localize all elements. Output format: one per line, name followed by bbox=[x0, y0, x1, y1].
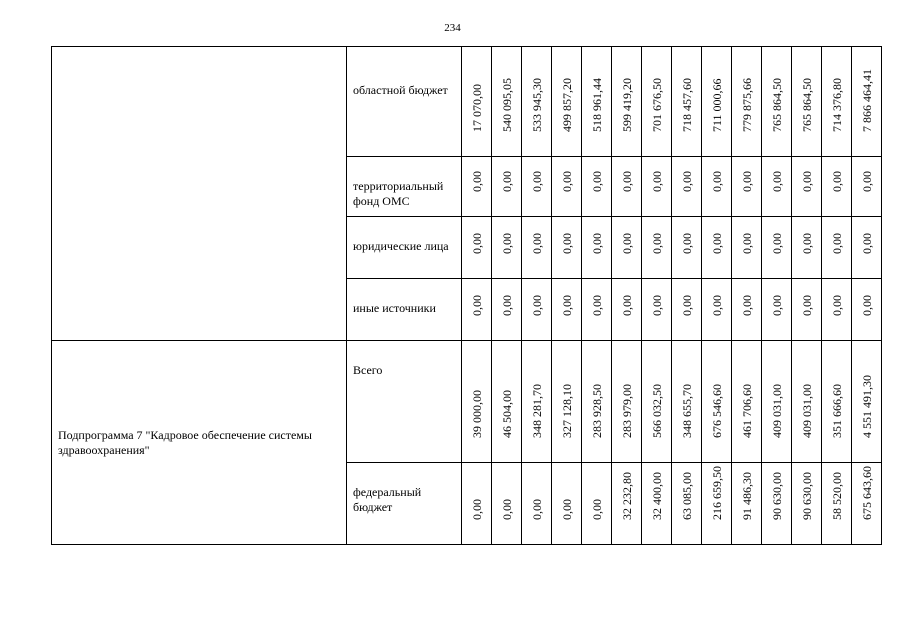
value-cell bbox=[462, 217, 492, 279]
value-text: 91 486,30 bbox=[739, 472, 754, 520]
value-text: 0,00 bbox=[589, 233, 604, 254]
value-text: 0,00 bbox=[679, 171, 694, 192]
funding-source-cell: федеральный бюджет bbox=[347, 463, 462, 545]
value-cell bbox=[822, 341, 852, 463]
value-text: 46 504,00 bbox=[499, 390, 514, 438]
value-cell bbox=[792, 279, 822, 341]
value-text: 461 706,60 bbox=[739, 384, 754, 438]
value-cell bbox=[762, 463, 792, 545]
value-text: 540 095,05 bbox=[499, 78, 514, 132]
value-cell bbox=[642, 217, 672, 279]
value-text: 518 961,44 bbox=[589, 78, 604, 132]
value-text: 0,00 bbox=[559, 499, 574, 520]
program-cell bbox=[52, 47, 347, 341]
value-text: 0,00 bbox=[469, 499, 484, 520]
value-text: 348 281,70 bbox=[529, 384, 544, 438]
value-cell bbox=[552, 47, 582, 157]
value-cell bbox=[672, 47, 702, 157]
value-cell bbox=[462, 341, 492, 463]
value-cell bbox=[732, 47, 762, 157]
value-text: 0,00 bbox=[859, 171, 874, 192]
value-text: 599 419,20 bbox=[619, 78, 634, 132]
value-text: 0,00 bbox=[709, 295, 724, 316]
value-cell bbox=[462, 47, 492, 157]
value-cell bbox=[642, 341, 672, 463]
value-cell bbox=[762, 47, 792, 157]
value-cell bbox=[612, 217, 642, 279]
value-text: 0,00 bbox=[859, 233, 874, 254]
value-text: 4 551 491,30 bbox=[859, 375, 874, 438]
value-text: 779 875,66 bbox=[739, 78, 754, 132]
value-cell bbox=[822, 463, 852, 545]
value-cell bbox=[762, 341, 792, 463]
value-cell bbox=[492, 217, 522, 279]
value-text: 351 666,60 bbox=[829, 384, 844, 438]
value-text: 39 000,00 bbox=[469, 390, 484, 438]
value-text: 676 546,60 bbox=[709, 384, 724, 438]
value-text: 32 400,00 bbox=[649, 472, 664, 520]
value-text: 0,00 bbox=[499, 499, 514, 520]
value-text: 0,00 bbox=[829, 233, 844, 254]
value-cell bbox=[582, 217, 612, 279]
value-cell bbox=[552, 279, 582, 341]
value-cell bbox=[672, 279, 702, 341]
value-text: 409 031,00 bbox=[799, 384, 814, 438]
value-text: 0,00 bbox=[679, 295, 694, 316]
value-text: 0,00 bbox=[559, 233, 574, 254]
value-text: 711 000,66 bbox=[709, 78, 724, 132]
value-text: 58 520,00 bbox=[829, 472, 844, 520]
value-cell bbox=[552, 217, 582, 279]
value-text: 0,00 bbox=[799, 171, 814, 192]
value-cell bbox=[612, 279, 642, 341]
value-text: 701 676,50 bbox=[649, 78, 664, 132]
value-cell bbox=[672, 217, 702, 279]
value-cell bbox=[822, 157, 852, 217]
value-cell bbox=[732, 463, 762, 545]
value-cell bbox=[732, 341, 762, 463]
value-cell bbox=[822, 217, 852, 279]
funding-source-cell: Всего bbox=[347, 341, 462, 463]
value-text: 90 630,00 bbox=[799, 472, 814, 520]
value-text: 0,00 bbox=[739, 233, 754, 254]
value-text: 0,00 bbox=[709, 233, 724, 254]
value-cell bbox=[702, 279, 732, 341]
value-cell bbox=[642, 47, 672, 157]
value-cell bbox=[702, 341, 732, 463]
value-text: 32 232,80 bbox=[619, 472, 634, 520]
value-cell bbox=[552, 341, 582, 463]
value-cell bbox=[522, 341, 552, 463]
value-text: 63 085,00 bbox=[679, 472, 694, 520]
value-text: 0,00 bbox=[679, 233, 694, 254]
funding-source-cell: областной бюджет bbox=[347, 47, 462, 157]
program-cell: Подпрограмма 7 "Кадровое обеспечение системы здравоохранения" bbox=[52, 341, 347, 545]
value-cell bbox=[792, 463, 822, 545]
value-text: 0,00 bbox=[829, 171, 844, 192]
value-cell bbox=[852, 157, 882, 217]
value-cell bbox=[852, 279, 882, 341]
value-text: 0,00 bbox=[499, 171, 514, 192]
value-cell bbox=[522, 463, 552, 545]
value-text: 499 857,20 bbox=[559, 78, 574, 132]
value-text: 0,00 bbox=[469, 171, 484, 192]
value-text: 90 630,00 bbox=[769, 472, 784, 520]
value-cell bbox=[612, 47, 642, 157]
value-cell bbox=[732, 217, 762, 279]
value-text: 283 979,00 bbox=[619, 384, 634, 438]
budget-table bbox=[51, 46, 882, 545]
value-text: 0,00 bbox=[529, 499, 544, 520]
value-text: 0,00 bbox=[619, 233, 634, 254]
value-cell bbox=[492, 463, 522, 545]
value-cell bbox=[522, 279, 552, 341]
value-cell bbox=[642, 157, 672, 217]
value-cell bbox=[462, 279, 492, 341]
value-text: 675 643,60 bbox=[859, 466, 874, 520]
value-cell bbox=[552, 463, 582, 545]
value-cell bbox=[672, 157, 702, 217]
value-text: 765 864,50 bbox=[769, 78, 784, 132]
value-cell bbox=[792, 341, 822, 463]
value-cell bbox=[762, 217, 792, 279]
value-text: 0,00 bbox=[499, 233, 514, 254]
value-text: 533 945,30 bbox=[529, 78, 544, 132]
value-text: 0,00 bbox=[709, 171, 724, 192]
value-cell bbox=[852, 341, 882, 463]
value-text: 0,00 bbox=[559, 295, 574, 316]
value-cell bbox=[822, 47, 852, 157]
value-cell bbox=[492, 47, 522, 157]
value-text: 348 655,70 bbox=[679, 384, 694, 438]
value-cell bbox=[792, 217, 822, 279]
value-cell bbox=[672, 463, 702, 545]
value-text: 283 928,50 bbox=[589, 384, 604, 438]
value-text: 0,00 bbox=[589, 171, 604, 192]
value-text: 0,00 bbox=[739, 171, 754, 192]
value-cell bbox=[522, 217, 552, 279]
value-cell bbox=[582, 47, 612, 157]
value-text: 0,00 bbox=[799, 295, 814, 316]
value-text: 327 128,10 bbox=[559, 384, 574, 438]
value-text: 714 376,80 bbox=[829, 78, 844, 132]
value-cell bbox=[612, 157, 642, 217]
value-text: 0,00 bbox=[469, 233, 484, 254]
value-text: 0,00 bbox=[649, 295, 664, 316]
value-cell bbox=[492, 279, 522, 341]
value-cell bbox=[642, 463, 672, 545]
value-cell bbox=[762, 157, 792, 217]
value-text: 409 031,00 bbox=[769, 384, 784, 438]
page-number: 234 bbox=[444, 22, 461, 34]
value-cell bbox=[582, 157, 612, 217]
value-text: 17 070,00 bbox=[469, 84, 484, 132]
value-text: 0,00 bbox=[589, 295, 604, 316]
value-cell bbox=[582, 279, 612, 341]
value-cell bbox=[852, 47, 882, 157]
table-row bbox=[52, 47, 882, 157]
value-text: 0,00 bbox=[649, 171, 664, 192]
value-cell bbox=[792, 157, 822, 217]
funding-source-cell: юридические лица bbox=[347, 217, 462, 279]
value-cell bbox=[822, 279, 852, 341]
value-cell bbox=[702, 217, 732, 279]
value-text: 0,00 bbox=[559, 171, 574, 192]
funding-source-cell: иные источники bbox=[347, 279, 462, 341]
value-cell bbox=[852, 463, 882, 545]
value-cell bbox=[612, 463, 642, 545]
value-cell bbox=[762, 279, 792, 341]
value-text: 765 864,50 bbox=[799, 78, 814, 132]
value-text: 0,00 bbox=[859, 295, 874, 316]
value-cell bbox=[672, 341, 702, 463]
value-text: 0,00 bbox=[769, 233, 784, 254]
funding-source-cell: территориальный фонд ОМС bbox=[347, 157, 462, 217]
value-text: 0,00 bbox=[829, 295, 844, 316]
value-cell bbox=[702, 157, 732, 217]
value-text: 0,00 bbox=[619, 171, 634, 192]
value-cell bbox=[462, 157, 492, 217]
value-cell bbox=[702, 47, 732, 157]
value-text: 0,00 bbox=[649, 233, 664, 254]
value-cell bbox=[732, 157, 762, 217]
value-text: 7 866 464,41 bbox=[859, 69, 874, 132]
value-cell bbox=[582, 463, 612, 545]
value-text: 718 457,60 bbox=[679, 78, 694, 132]
value-text: 0,00 bbox=[619, 295, 634, 316]
value-cell bbox=[792, 47, 822, 157]
value-cell bbox=[582, 341, 612, 463]
value-text: 0,00 bbox=[529, 295, 544, 316]
value-cell bbox=[702, 463, 732, 545]
value-cell bbox=[612, 341, 642, 463]
value-text: 0,00 bbox=[589, 499, 604, 520]
value-text: 216 659,50 bbox=[709, 466, 724, 520]
value-cell bbox=[462, 463, 492, 545]
value-cell bbox=[492, 157, 522, 217]
value-cell bbox=[552, 157, 582, 217]
value-text: 0,00 bbox=[799, 233, 814, 254]
value-text: 0,00 bbox=[469, 295, 484, 316]
value-text: 0,00 bbox=[529, 233, 544, 254]
value-cell bbox=[732, 279, 762, 341]
value-cell bbox=[522, 47, 552, 157]
value-text: 0,00 bbox=[529, 171, 544, 192]
table-row bbox=[52, 341, 882, 463]
value-text: 0,00 bbox=[769, 295, 784, 316]
value-cell bbox=[852, 217, 882, 279]
value-text: 0,00 bbox=[739, 295, 754, 316]
value-cell bbox=[642, 279, 672, 341]
value-text: 0,00 bbox=[499, 295, 514, 316]
value-text: 566 032,50 bbox=[649, 384, 664, 438]
value-cell bbox=[492, 341, 522, 463]
value-cell bbox=[522, 157, 552, 217]
value-text: 0,00 bbox=[769, 171, 784, 192]
